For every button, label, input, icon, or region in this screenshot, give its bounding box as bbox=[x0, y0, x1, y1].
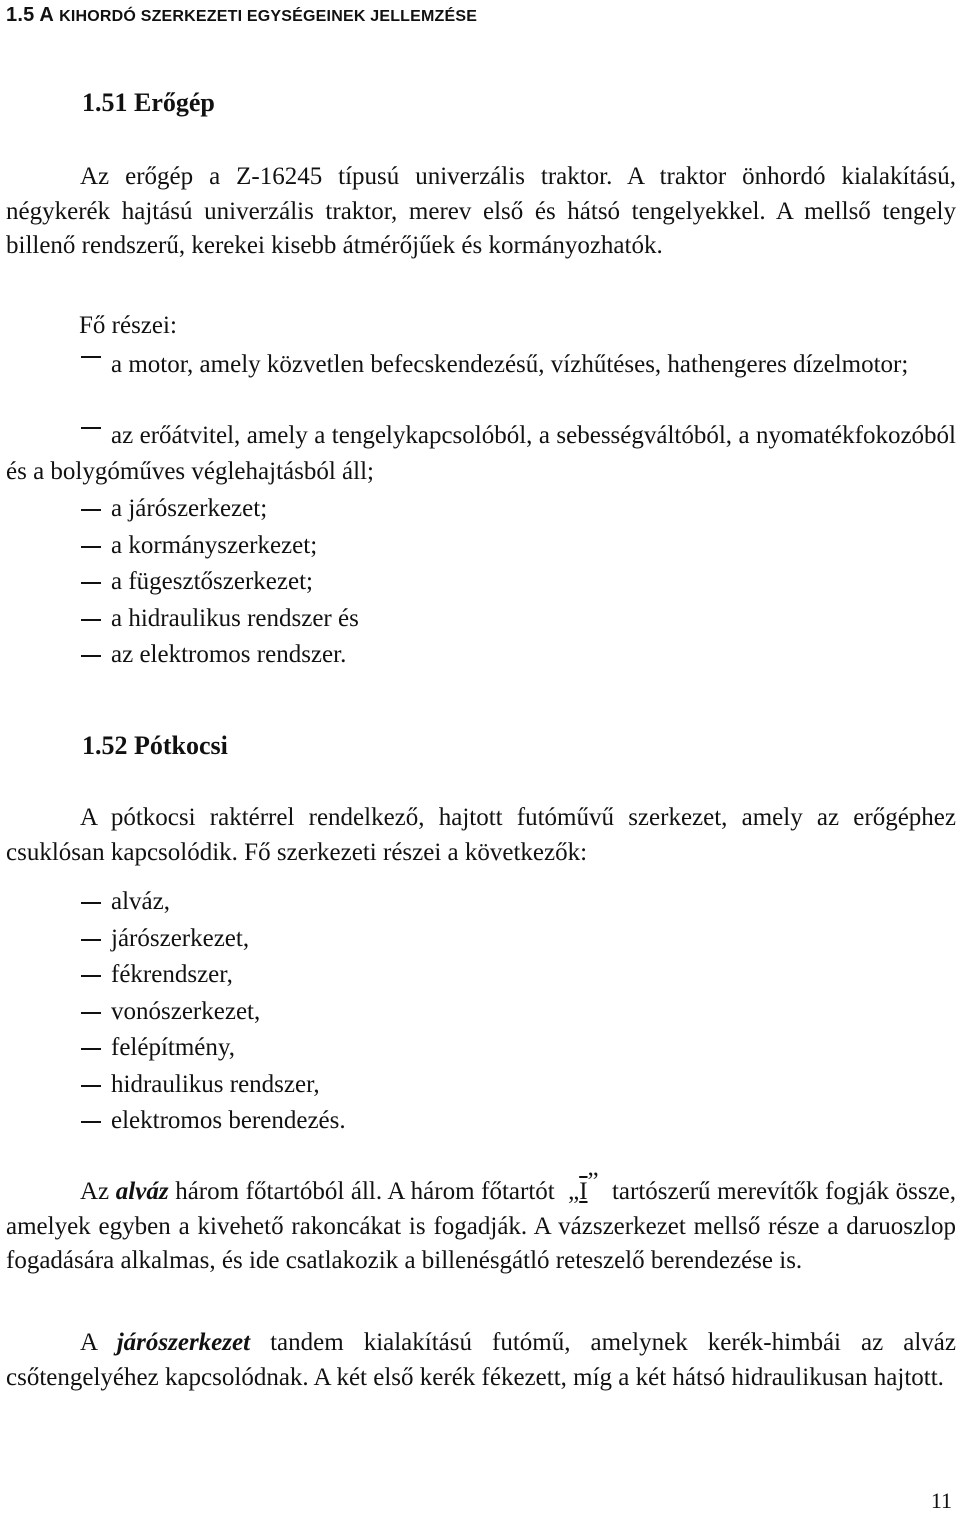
dash-marker bbox=[81, 356, 101, 358]
paragraph-alvaz-text-1: három főtartóból áll. A három főtartót bbox=[175, 1178, 555, 1205]
dash-marker bbox=[81, 1012, 101, 1014]
parts-label: Fő részei: bbox=[79, 312, 177, 339]
list-item-text: felépítmény, bbox=[111, 1034, 236, 1061]
dash-marker bbox=[81, 619, 101, 621]
list-item-text: elektromos berendezés. bbox=[111, 1107, 346, 1134]
paragraph-jaro-lead: A bbox=[80, 1329, 97, 1356]
list-item-text: hidraulikus rendszer, bbox=[111, 1070, 320, 1098]
paragraph-potkocsi-text: A pótkocsi raktérrel rendelkező, hajtott futóművű szerkezet, amely az erőgéphez csuklósan kapcsolódik. Fő szerkezeti részei a következők: bbox=[6, 804, 956, 866]
list-item bbox=[0, 564, 359, 601]
section-title-rest: KIHORDÓ SZERKEZETI EGYSÉGEINEK JELLEMZÉSE bbox=[59, 8, 478, 25]
list-item-text: az elektromos rendszer. bbox=[111, 641, 347, 668]
dash-marker bbox=[81, 546, 101, 548]
heading-potkocsi: 1.52 Pótkocsi bbox=[82, 731, 228, 760]
potkocsi-parts-list bbox=[0, 884, 346, 1140]
dash-marker bbox=[81, 582, 101, 584]
list-item bbox=[0, 601, 359, 638]
erogep-parts-list bbox=[0, 491, 359, 674]
i-beam-letter: I bbox=[579, 1178, 588, 1205]
i-beam-symbol bbox=[561, 1168, 605, 1210]
paragraph-alvaz-lead: Az bbox=[80, 1178, 110, 1205]
dash-marker bbox=[81, 939, 101, 941]
list-item-text: alváz, bbox=[111, 888, 170, 915]
paragraph-erogep-text: Az erőgép a Z-16245 típusú univerzális traktor. A traktor önhordó kialakítású, négykerék hajtású univerzális traktor, merev első és hátsó tengelyekkel. A mellső tengely billenő rendszerű, kerekei kisebb átmérőjűek és kormányozhatók. bbox=[6, 163, 956, 259]
section-title bbox=[6, 4, 477, 27]
paragraph-alvaz-text-2: tartószerű merevítők fogják össze, amelyek egyben a kivehető rakoncákat is fogadják. A vázszerkezet mellső része a daruoszlop fogadására alkalmas, és ide csatlakozik a billenésgátló reteszelő berendezése is. bbox=[6, 1178, 957, 1274]
dash-marker bbox=[81, 902, 101, 904]
list-item bbox=[0, 921, 346, 958]
list-item-text: a fügesztőszerkezet; bbox=[111, 568, 313, 595]
list-item-eroatvitel-text: az erőátvitel, amely a tengelykapcsolóból, a sebességváltóból, a nyomatékfokozóból és a bolygóműves véglehajtásból áll; bbox=[6, 422, 956, 485]
paragraph-jaroszerkezet bbox=[6, 1326, 956, 1395]
paragraph-erogep bbox=[6, 160, 956, 264]
list-item-motor-text: a motor, amely közvetlen befecskendezésű, vízhűtéses, hathengeres dízelmotor; bbox=[111, 351, 909, 378]
dash-marker bbox=[81, 655, 101, 657]
list-item bbox=[0, 1030, 346, 1067]
paragraph-alvaz bbox=[6, 1168, 957, 1279]
paragraph-potkocsi bbox=[6, 801, 956, 870]
section-title-first: A bbox=[39, 4, 54, 26]
dash-marker bbox=[81, 427, 101, 429]
list-item bbox=[0, 637, 359, 674]
heading-erogep: 1.51 Erőgép bbox=[82, 88, 215, 117]
list-item bbox=[0, 1067, 346, 1104]
list-item-text: vonószerkezet, bbox=[111, 997, 261, 1025]
page-number: 11 bbox=[930, 1488, 952, 1513]
dash-marker bbox=[81, 975, 101, 977]
list-item-text: fékrendszer, bbox=[111, 961, 233, 988]
list-item-text: a járószerkezet; bbox=[111, 495, 268, 522]
list-item-eroatvitel bbox=[6, 418, 956, 489]
section-number: 1.5 bbox=[6, 4, 35, 26]
list-item bbox=[0, 1103, 346, 1140]
dash-marker bbox=[81, 1121, 101, 1123]
paragraph-jaro-text: tandem kialakítású futómű, amelynek kerék-himbái az alváz csőtengelyéhez kapcsolódnak. A két első kerék fékezett, míg a két hátsó hidraulikusan hajtott. bbox=[6, 1329, 956, 1391]
term-jaroszerkezet: járószerkezet bbox=[116, 1329, 251, 1356]
open-quote: „ bbox=[568, 1178, 580, 1205]
dash-marker bbox=[81, 1048, 101, 1050]
list-item bbox=[0, 994, 346, 1031]
list-item bbox=[0, 528, 359, 565]
list-item-motor bbox=[6, 347, 956, 383]
dash-marker bbox=[81, 1085, 101, 1087]
dash-marker bbox=[81, 509, 101, 511]
list-item bbox=[0, 957, 346, 994]
list-item bbox=[0, 491, 359, 528]
close-quote: ” bbox=[587, 1168, 599, 1195]
list-item-text: a hidraulikus rendszer és bbox=[111, 604, 359, 632]
list-item-text: járószerkezet, bbox=[111, 924, 250, 952]
list-item-text: a kormányszerkezet; bbox=[111, 531, 318, 559]
list-item bbox=[0, 884, 346, 921]
term-alvaz: alváz bbox=[115, 1178, 169, 1205]
